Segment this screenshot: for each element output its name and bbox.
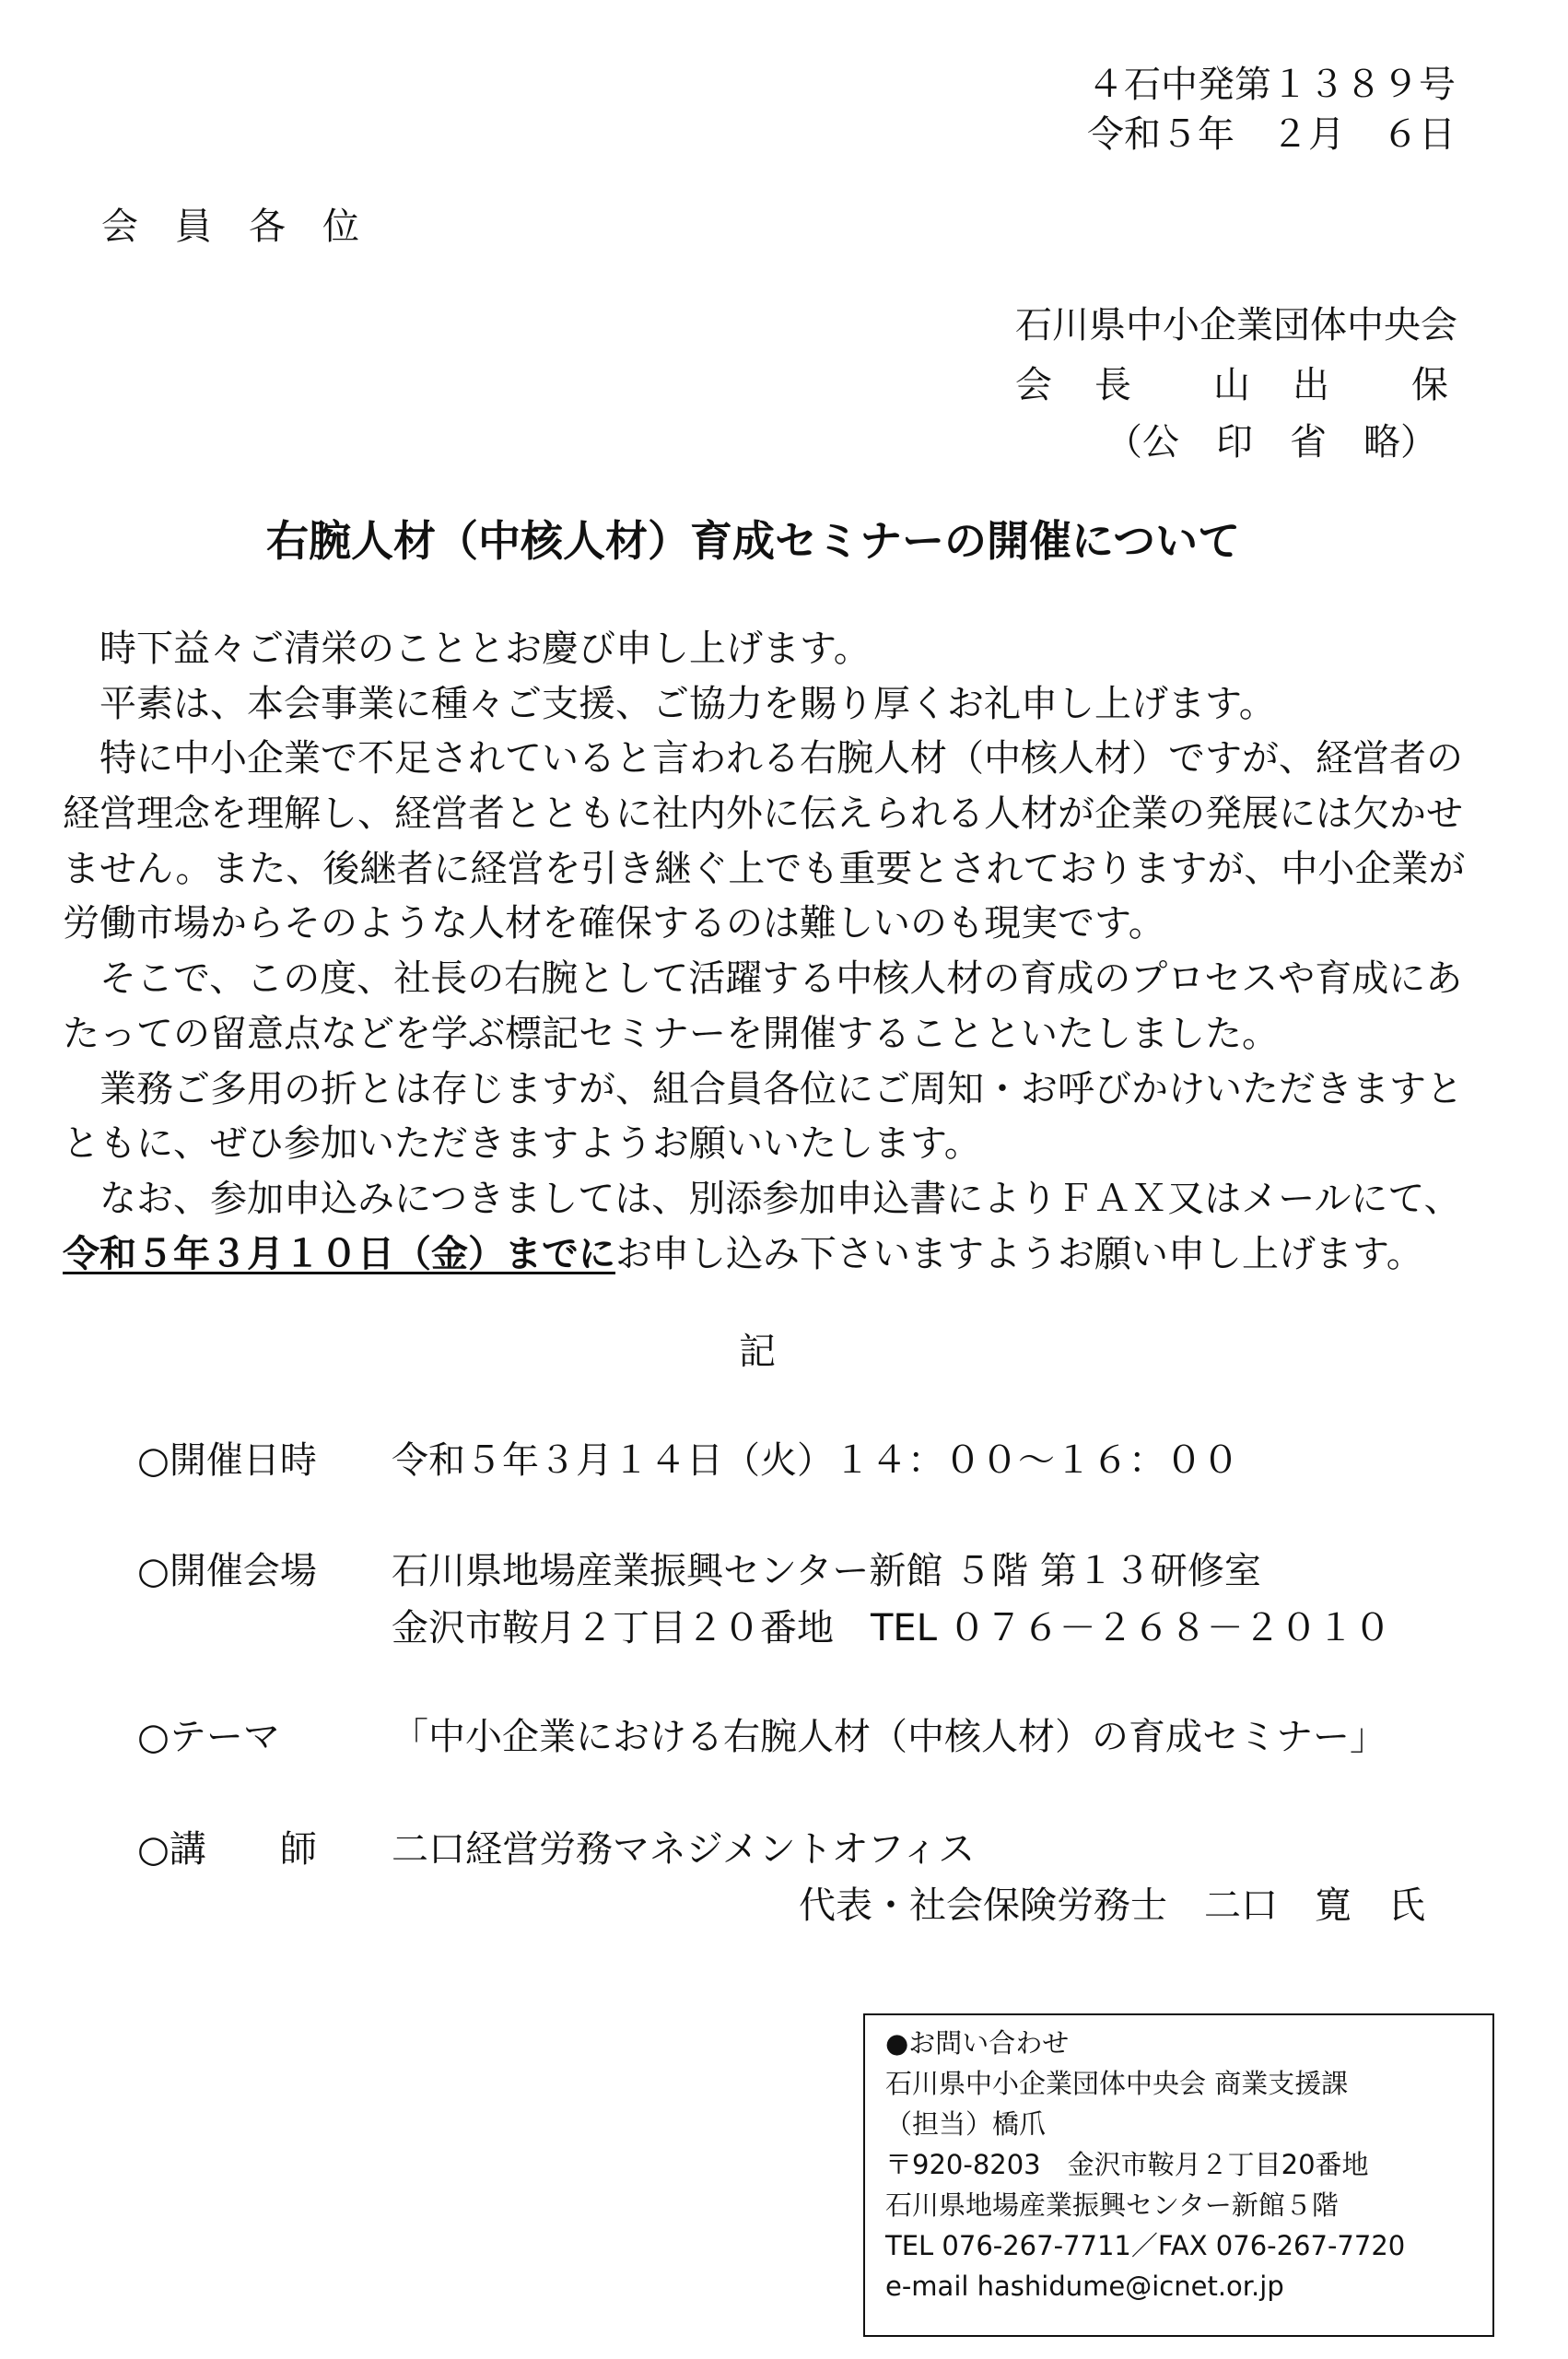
- body-line: そこで、この度、社長の右腕として活躍する中核人材の育成のプロセスや育成にあ: [99, 957, 1463, 1001]
- detail-label-theme: ○テーマ: [137, 1716, 280, 1758]
- body-line-deadline: [63, 1227, 1465, 1283]
- body-line: 平素は、本会事業に種々ご支援、ご協力を賜り厚くお礼申し上げます。: [99, 682, 1276, 725]
- contact-line: 石川県地場産業振興センター新館５階: [885, 2189, 1339, 2221]
- body-line-rest: お申し込み下さいますようお願い申し上げます。: [615, 1232, 1423, 1275]
- body-line: ません。また、後継者に経営を引き継ぐ上でも重要とされておりますが、中小企業が: [63, 847, 1466, 890]
- contact-heading: ●お問い合わせ: [885, 2027, 1070, 2059]
- body-line: 特に中小企業で不足されていると言われる右腕人材（中核人材）ですが、経営者の: [99, 737, 1463, 780]
- contact-line: （担当）橋爪: [885, 2108, 1047, 2140]
- detail-label-venue: ○開催会場: [137, 1550, 317, 1592]
- ki-heading: 記: [739, 1331, 776, 1373]
- detail-label-lecturer: ○講 師: [137, 1828, 317, 1871]
- contact-line: TEL 076-267-7711／FAX 076-267-7720: [885, 2230, 1406, 2261]
- document-date: 令和５年 ２月 ６日: [1087, 113, 1456, 156]
- sender-organization: 石川県中小企業団体中央会: [1015, 304, 1457, 346]
- document-title: 右腕人材（中核人材）育成セミナーの開催について: [266, 516, 1241, 566]
- body-line: 業務ご多用の折とは存じますが、組合員各位にご周知・お呼びかけいただきますと: [99, 1067, 1463, 1110]
- detail-value-lecturer-name: 代表・社会保険労務士 二口 寛 氏: [799, 1884, 1425, 1927]
- contact-line: 石川県中小企業団体中央会 商業支援課: [885, 2068, 1349, 2099]
- detail-label-datetime: ○開催日時: [137, 1439, 317, 1482]
- detail-value-lecturer-office: 二口経営労務マネジメントオフィス: [392, 1828, 976, 1871]
- body-line: たっての留意点などを学ぶ標記セミナーを開催することといたしました。: [63, 1012, 1279, 1055]
- body-line: ともに、ぜひ参加いただきますようお願いいたします。: [63, 1122, 981, 1166]
- body-line: 時下益々ご清栄のこととお慶び申し上げます。: [99, 628, 871, 670]
- body-line: 労働市場からそのような人材を確保するのは難しいのも現実です。: [63, 902, 1165, 945]
- sender-name: 会 長 山 出 保: [1015, 364, 1451, 406]
- addressee: 会 員 各 位: [101, 205, 359, 248]
- body-line: 経営理念を理解し、経営者とともに社内外に伝えられる人材が企業の発展には欠かせ: [63, 792, 1463, 836]
- detail-value-datetime: 令和５年３月１４日（火）１４：００～１６：００: [392, 1439, 1239, 1482]
- body-text: [63, 622, 1465, 1282]
- contact-email: e-mail hashidume@icnet.or.jp: [885, 2271, 1284, 2302]
- contact-line: 〒920-8203 金沢市鞍月２丁目20番地: [885, 2149, 1369, 2180]
- seal-omitted-note: （公 印 省 略）: [1106, 421, 1437, 464]
- document-number: ４石中発第１３８９号: [1087, 64, 1456, 106]
- contact-box: [863, 2013, 1494, 2337]
- body-line: なお、参加申込みにつきましては、別添参加申込書によりＦＡＸ又はメールにて、: [99, 1177, 1461, 1220]
- deadline-emphasis: 令和５年３月１０日（金）までに: [63, 1232, 615, 1275]
- detail-value-theme: 「中小企業における右腕人材（中核人材）の育成セミナー」: [392, 1716, 1387, 1758]
- detail-value-venue: 石川県地場産業振興センター新館 ５階 第１３研修室: [392, 1550, 1261, 1592]
- detail-value-venue-address: 金沢市鞍月２丁目２０番地 TEL ０７６－２６８－２０１０: [392, 1607, 1391, 1649]
